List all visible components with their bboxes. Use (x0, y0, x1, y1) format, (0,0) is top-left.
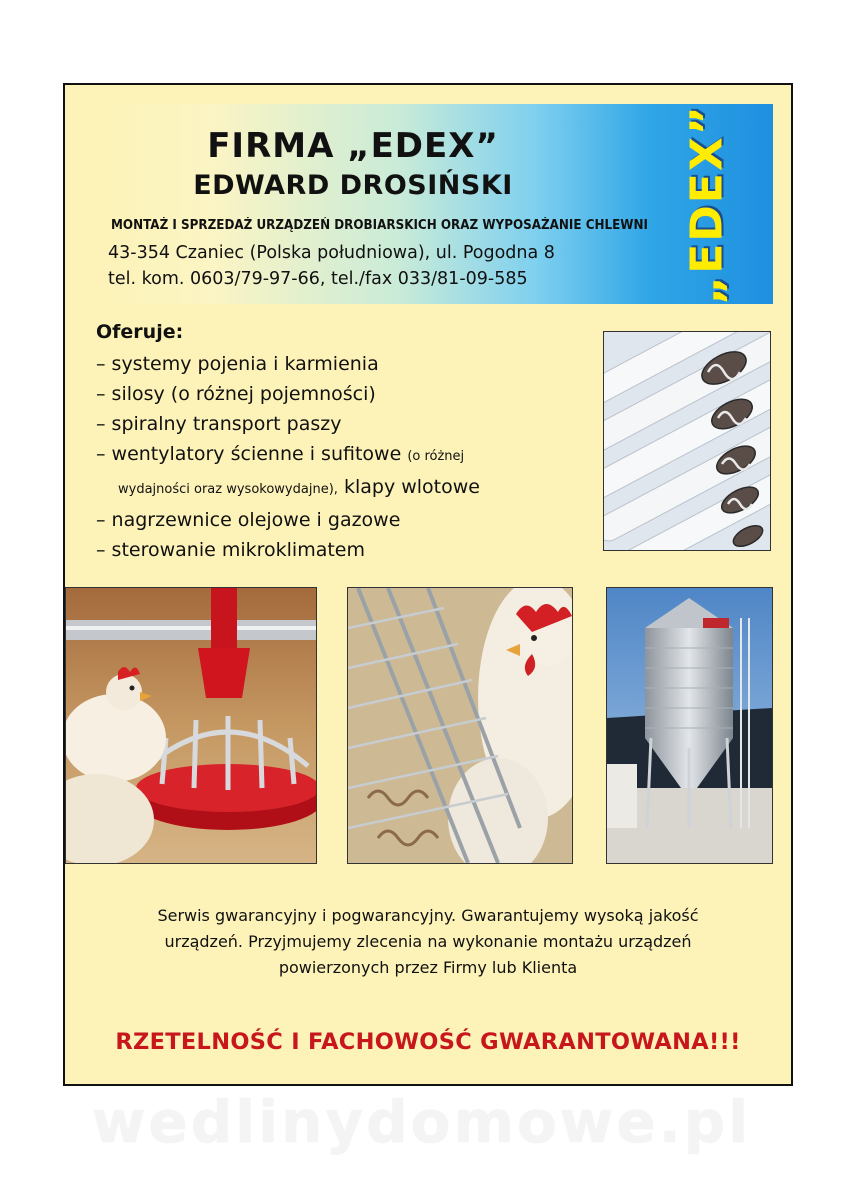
offer-item: – spiralny transport paszy (96, 413, 342, 435)
service-line: Serwis gwarancyjny i pogwarancyjny. Gwarantujemy wysoką jakość (157, 906, 699, 925)
photo-spiral-pipes (603, 331, 771, 551)
offer-list (96, 321, 616, 565)
activity-line: MONTAŻ I SPRZEDAŻ URZĄDZEŃ DROBIARSKICH ORAZ WYPOSAŻANIE CHLEWNI (111, 218, 648, 233)
offer-item-fans-cont (96, 472, 616, 505)
service-line: powierzonych przez Firmy lub Klienta (278, 958, 578, 977)
offer-fans-main: – wentylatory ścienne i sufitowe (96, 443, 402, 465)
advertisement-frame (63, 83, 793, 1086)
edex-logo (641, 103, 773, 305)
phone-line: tel. kom. 0603/79-97-66, tel./fax 033/81-09-585 (108, 269, 528, 289)
offer-fans-note-cont: wydajności oraz wysokowydajne), (118, 482, 338, 497)
offer-item-fans (96, 439, 616, 472)
offer-item: – sterowanie mikroklimatem (96, 539, 365, 561)
watermark: wedlinydomowe.pl (91, 1088, 752, 1156)
offer-item: – systemy pojenia i karmienia (96, 353, 379, 375)
photo-chain-feeder (347, 587, 573, 864)
company-title: FIRMA „EDEX” (207, 126, 499, 166)
offer-heading: Oferuje: (96, 321, 184, 343)
offer-fans-note: (o różnej (407, 449, 465, 464)
offer-item: – nagrzewnice olejowe i gazowe (96, 509, 401, 531)
slogan: RZETELNOŚĆ I FACHOWOŚĆ GWARANTOWANA!!! (115, 1029, 741, 1055)
service-line: urządzeń. Przyjmujemy zlecenia na wykonanie montażu urządzeń (164, 932, 692, 951)
offer-fans-tail: klapy wlotowe (343, 476, 480, 498)
address-line: 43-354 Czaniec (Polska południowa), ul. Pogodna 8 (108, 243, 555, 263)
edex-logo-text: „EDEX” (681, 103, 733, 305)
photo-feeder-chickens (65, 587, 317, 864)
owner-name: EDWARD DROSIŃSKI (193, 170, 513, 201)
photo-silo (606, 587, 773, 864)
offer-item: – silosy (o różnej pojemności) (96, 383, 376, 405)
service-text (65, 903, 791, 981)
header-banner (93, 104, 773, 304)
